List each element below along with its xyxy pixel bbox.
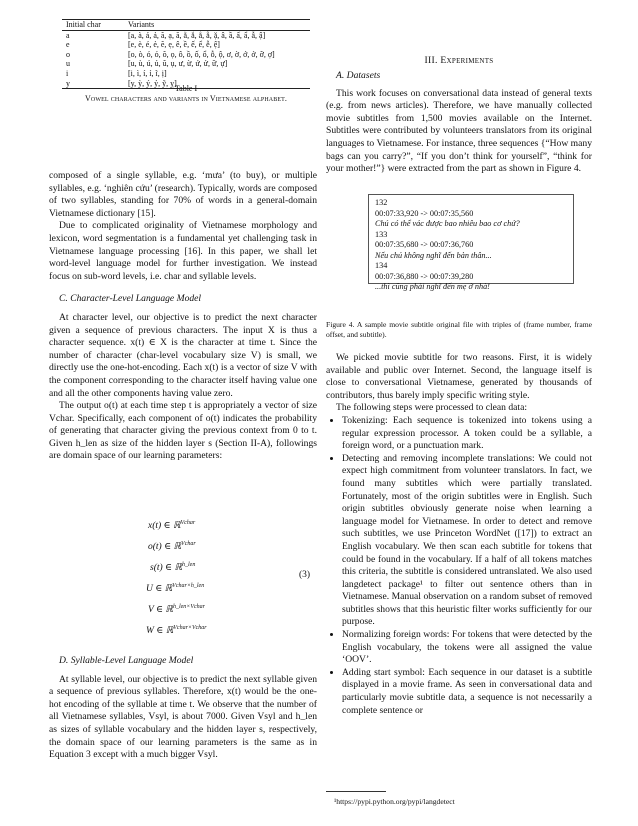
- section-heading-c: C. Character-Level Language Model: [59, 293, 202, 305]
- left-column-bottom: [49, 655, 317, 762]
- right-column-bottom: [326, 352, 592, 717]
- paragraph: We picked movie subtitle for two reasons. First, it is widely available and public over Internet. Second, the language itself is close to conversational Vietnamese, generated by thousands of contributors, thus barely imply specific writing style.: [326, 352, 592, 401]
- paragraph: The following steps were processed to clean data:: [336, 402, 528, 414]
- list-item: • Detecting and removing incomplete translations: We could not expect high commitment from volunteer translators. In fact, we found many subtitles which were partially translated. Fortunately, most of the origin subtitles were in English. Such origin subtitles obviously generate noise when learning a language model for Vietnamese. In order to detect and remove such subtitles, we use Princeton WordNet ([17]) to extract an English vocabulary. We then scan each subtitle for tokens that could be found in the vocabulary. If a half of all tokens matches this criteria, the subtitle is considered untranslated. We also used langdetect package¹ to filter out sentence others than in Vietnamese. Manual observation on a random subset of removed subtitles shows that this heuristic filter works sufficiently for our purpose.: [342, 453, 592, 629]
- subtitle-figure: 132 00:07:33,920 -> 00:07:35,560 Chú có thể vác được bao nhiêu bao cơ chứ? 133 00:07:35,680 -> 00:07:36,760 Nếu chú không nghĩ đến bản thân... 134 00:07:36,880 -> 00:07:39,280 ...thì cũng phải nghĩ đến mẹ ở nhà!: [368, 194, 574, 284]
- footnote-rule: [326, 791, 386, 792]
- table-row: o [o, ò, ó, ỏ, õ, ọ, ô, ồ, ố, ổ, ỗ, ộ, ơ, ờ, ớ, ở, ỡ, ợ]: [66, 49, 275, 59]
- section-heading-d: D. Syllable-Level Language Model: [59, 655, 194, 666]
- list-item: • Tokenizing: Each sequence is tokenized into tokens using a regular expression processor. A token could be a syllable, a foreign word, or a punctuation mark.: [342, 415, 592, 453]
- right-column-top: [326, 70, 592, 176]
- list-item: • Adding start symbol: Each sequence in our dataset is a subtitle displayed in a movie frame. As seen in conversational data and particularly movie subtitle data, a sequence is not necessarily a complete sentence or: [342, 667, 592, 717]
- table-row: i [i, ì, í, ỉ, ĩ, ị]: [66, 68, 167, 78]
- left-column-top: [49, 170, 317, 463]
- section-heading-experiments: III. Experiments: [424, 55, 494, 66]
- table-row: a [a, à, á, ả, ã, ạ, ă, ằ, ắ, ẳ, ẵ, ặ, â, ầ, ấ, ẩ, ẫ, ậ]: [66, 30, 266, 40]
- table-caption-number: Table I: [174, 84, 198, 93]
- cleaning-steps-list: [326, 415, 592, 717]
- table-row: y [y, ỳ, ý, ỷ, ỹ, ỵ]: [62, 79, 310, 89]
- paragraph: The output o(t) at each time step t is appropriately a vector of size Vchar. Specifically, each component of o(t) indicates the probability of generating that character giving the previous context from 0 to t. Given h_len as size of the hidden layer s (Section II-A), followings are domain space of our learning parameters:: [49, 400, 317, 462]
- paragraph: composed of a single syllable, e.g. ‘mưa’ (to buy), or multiple syllables, e.g. ‘nghiên cứu’ (research). Typically, words are composed of two syllables, standing for 70% of words in a general-domain Vietnamese dictionary [15].: [49, 170, 317, 219]
- figure-caption: Figure 4. A sample movie subtitle original file with triples of (frame number, frame offset, and subtitle).: [326, 320, 592, 339]
- paragraph: At character level, our objective is to predict the next character given a sequence of previous characters. The input X is thus a character sequence. x(t) ∈ X is the character at time t. Since the number of character (char-level vocabulary size V) is small, we directly use the one-hot-encoding. Each x(t) is a vector of size V with the component corresponding to the character itself having value one and all the other components having value zero.: [49, 311, 317, 399]
- table-header-initial: Initial char: [62, 20, 124, 31]
- paragraph: Due to complicated originality of Vietnamese morphology and lexicon, word segmentation is a fundamental yet challenging task in Vietnamese language processing [16]. In this paper, we shall let word-level language model for further investigation. We instead focus on sub-word levels, i.e. char and syllable levels.: [49, 220, 317, 282]
- table-row: e [e, è, é, ẻ, ẽ, ẹ, ê, ề, ế, ể, ễ, ệ]: [66, 40, 220, 50]
- table-row: u [u, ù, ú, ủ, ũ, ụ, ư, ừ, ứ, ử, ữ, ự]: [66, 59, 228, 69]
- table-caption-text: Vowel characters and variants in Vietnamese alphabet.: [85, 94, 287, 103]
- equation-number: (3): [299, 570, 311, 580]
- footnote: ¹https://pypi.python.org/pypi/langdetect: [334, 797, 455, 806]
- list-item: • Normalizing foreign words: For tokens that were detected by the English vocabulary, the tokens were all assigned the value ‘OOV’.: [342, 629, 592, 667]
- vowel-table: [62, 19, 310, 89]
- section-heading-a: A. Datasets: [336, 70, 381, 81]
- paragraph: At syllable level, our objective is to predict the next syllable given a sequence of previous syllables. Therefore, x(t) would be the one-hot encoding of the syllable at time t. We observe that the number of all Vietnamese syllables, Vsyl, is about 7000. Given Vsyl and h_len as sizes of syllable vocabulary and the hidden layer s, respectively, the domain space of our learning parameters is the same as in Equation 3 except with a much bigger Vsyl.: [49, 673, 317, 761]
- paragraph: This work focuses on conversational data instead of general texts (e.g. from news articles). Therefore, we have manually collected movie subtitles from 1,500 movies available on the Internet. Subtitles were contributed by volunteers translators from its original languages to Vietnamese. For instance, three sequences {“How many bags can you carry?”, “If you don’t think for yourself”, “think for your mother!”} were extracted from the part as shown in Figure 4.: [326, 87, 592, 175]
- table-header-variants: Variants: [124, 20, 310, 31]
